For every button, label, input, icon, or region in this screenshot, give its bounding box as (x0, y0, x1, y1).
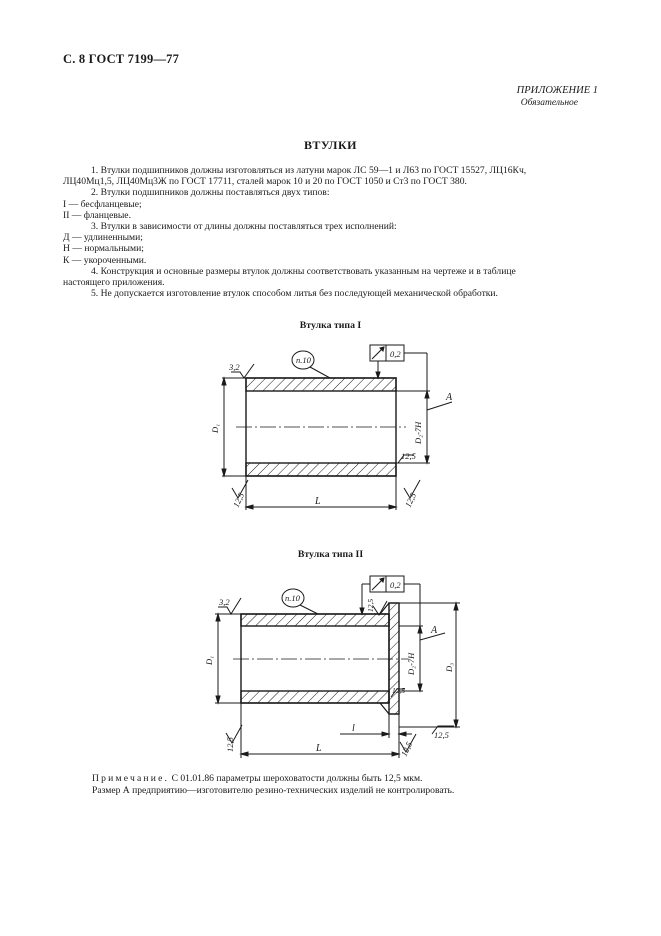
fig2-rough-far: 12,5 (434, 730, 449, 740)
fig1-datum: A (446, 392, 453, 403)
paragraph-2: 2. Втулки подшипников должны поставляться двух типов: (91, 187, 330, 199)
fig1-rough-right: 12,5 (402, 491, 419, 509)
section-title: ВТУЛКИ (303, 138, 358, 152)
paragraph-1-line-1: 1. Втулки подшипников должны изготовляться из латуни марок ЛС 59—1 и Л63 по ГОСТ 15527, ЛЦ16Кч, (91, 165, 527, 176)
fig2-flange-length: l (352, 723, 355, 734)
fig2-d2-label: D₂-7H (406, 652, 416, 675)
wall-top-section (246, 378, 396, 391)
fig2-length: L (316, 743, 322, 754)
page-header: С. 8 ГОСТ 7199—77 (63, 52, 180, 66)
figure-2-drawing (0, 530, 661, 770)
paragraph-3-item-b: Н — нормальными; (63, 243, 144, 255)
fig2-rough-left: 12,5 (225, 737, 235, 752)
paragraph-4-line-1: 4. Конструкция и основные размеры втулок должны соответствовать указанным на чертеже и в таблице (91, 265, 516, 277)
fig1-tolerance: 0,2 (390, 349, 401, 359)
paragraph-3: 3. Втулки в зависимости от длины должны поставляться трех исполнений: (91, 221, 397, 233)
note-line-1 (92, 773, 454, 785)
appendix-label: ПРИЛОЖЕНИЕ 1 (516, 85, 598, 96)
flange-section (389, 603, 399, 714)
paragraph-3-item-c: К — укороченными. (63, 254, 147, 266)
fig2-roughness-top: 3,2 (219, 597, 230, 607)
fig2-rough-right: 12,5 (398, 740, 415, 758)
note-line-2: Размер А предприятию—изготовителю резино-технических изделий не контролировать. (92, 784, 455, 796)
figure-1-caption: Втулка типа I (299, 320, 362, 331)
fig1-rough-left: 12,5 (230, 491, 247, 509)
fig1-d1-label: D₁ (210, 423, 220, 433)
paragraph-4-line-2: настоящего приложения. (63, 277, 165, 289)
paragraph-2-item-b: II — фланцевые. (63, 209, 131, 221)
note-text-1: С 01.01.86 параметры шероховатости должны быть 12,5 мкм. (169, 773, 423, 784)
wall-bottom-section (246, 463, 396, 476)
paragraph-5: 5. Не допускается изготовление втулок способом литья без последующей механической обработки. (91, 288, 498, 300)
fig2-datum: A (431, 625, 438, 636)
fig2-rough-flange: 12,5 (366, 598, 375, 612)
fig2-tolerance: 0,2 (390, 580, 401, 590)
wall2-bottom-section (241, 691, 389, 703)
fig1-length: L (315, 496, 321, 507)
fig2-rough-inner: 12,5 (392, 686, 406, 695)
fig2-note-ref: п.10 (285, 593, 300, 603)
fig1-d2-label: D₂-7H (413, 421, 423, 444)
paragraph-2-item-a: I — бесфланцевые; (63, 198, 142, 210)
figure-2-caption: Втулка типа II (297, 549, 364, 560)
wall2-top-section (241, 614, 389, 626)
note-label: Примечание. (92, 773, 170, 784)
paragraph-3-item-a: Д — удлиненными; (63, 232, 143, 244)
note-block (92, 773, 454, 796)
paragraph-1-line-2: ЛЦ40Мц1,5, ЛЦ40Мц3Ж по ГОСТ 17711, сталей марок 10 и 20 по ГОСТ 1050 и Ст3 по ГОСТ 380. (63, 176, 467, 188)
fig1-note-ref: п.10 (296, 355, 311, 365)
fig2-d3-label: D₃ (444, 662, 454, 672)
appendix-status: Обязательное (520, 98, 578, 108)
fig1-rough-inner: 12,5 (401, 451, 416, 461)
bushing2-outline (241, 614, 389, 703)
fig2-d1-label: D₁ (204, 655, 214, 665)
fig1-roughness-top: 3,2 (229, 362, 240, 372)
